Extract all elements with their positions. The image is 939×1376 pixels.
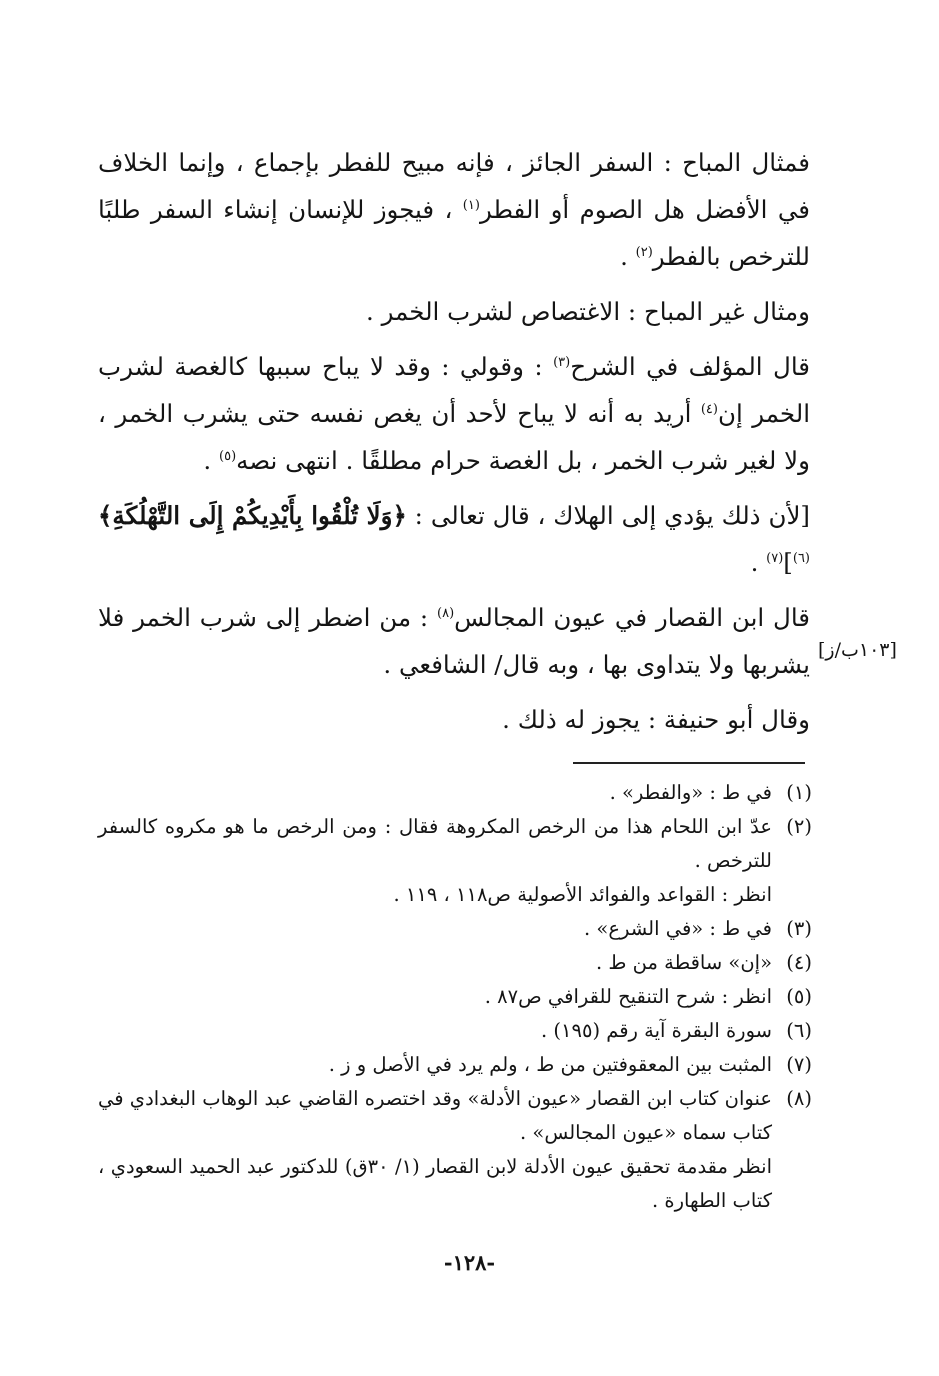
footnote-separator: [573, 762, 805, 764]
footnote-ref[interactable]: (٢): [635, 244, 653, 260]
paragraph-text: : من اضطر إلى شرب الخمر فلا يشربها ولا يتداوى بها ، وبه قال/ الشافعي .: [98, 603, 810, 679]
footnote-ref[interactable]: (٨): [437, 605, 455, 621]
footnote-text: في ط : «في الشرع» .: [584, 917, 772, 940]
footnote-5: [98, 980, 812, 1014]
footnote-number: (٦): [786, 1019, 812, 1042]
footnote-ref[interactable]: (٣): [553, 354, 571, 370]
paragraph-text: .: [203, 446, 219, 475]
footnote-text: انظر : القواعد والفوائد الأصولية ص١١٨ ، ١١٩ .: [393, 883, 772, 906]
footnote-1: [98, 776, 812, 810]
main-text: [98, 139, 810, 751]
paragraph-3: [98, 343, 810, 484]
footnote-text: المثبت بين المعقوفتين من ط ، ولم يرد في الأصل و ز .: [328, 1053, 772, 1076]
footnote-number: (٧): [786, 1053, 812, 1076]
footnote-6: [98, 1014, 812, 1048]
paragraph-text: .: [620, 242, 636, 271]
footnote-text: عنوان كتاب ابن القصار «عيون الأدلة» وقد اختصره القاضي عبد الوهاب البغدادي في كتاب سماه «عيون المجالس» .: [98, 1087, 772, 1144]
footnote-8: [98, 1082, 812, 1218]
paragraph-text: ]: [783, 548, 793, 577]
footnote-ref[interactable]: (١): [462, 197, 480, 213]
paragraph-text: .: [750, 548, 767, 577]
footnote-number: (٤): [786, 951, 812, 974]
footnote-text: انظر مقدمة تحقيق عيون الأدلة لابن القصار (١/ ٣٠ق) للدكتور عبد الحميد السعودي ، كتاب الطهارة .: [98, 1155, 773, 1212]
manuscript-margin-ref: [١٠٣ب/ز]: [818, 639, 897, 661]
footnote-number: (٣): [786, 917, 812, 940]
footnote-2: [98, 810, 812, 912]
paragraph-text: قال ابن القصار في عيون المجالس: [454, 603, 811, 632]
paragraph-text: [لأن ذلك يؤدي إلى الهلاك ، قال تعالى :: [406, 501, 810, 530]
paragraph-2: [98, 288, 810, 335]
paragraph-6: [98, 696, 810, 743]
footnote-number: (٥): [786, 985, 812, 1008]
paragraph-text: قال المؤلف في الشرح: [570, 352, 810, 381]
paragraph-text: ، فيجوز للإنسان إنشاء السفر طلبًا للترخص بالفطر: [98, 195, 810, 271]
paragraph-text: ومثال غير المباح : الاغتصاص لشرب الخمر .: [366, 297, 810, 326]
paragraph-5: [98, 594, 810, 688]
footnote-number: (٨): [786, 1087, 812, 1110]
footnote-4: [98, 946, 812, 980]
page-number: -١٢٨-: [443, 1250, 496, 1275]
paragraph-text: فمثال المباح : السفر الجائز ، فإنه مبيح للفطر بإجماع ، وإنما الخلاف في الأفضل هل الصوم أو الفطر: [98, 148, 810, 224]
footnote-text: انظر : شرح التنقيح للقرافي ص٨٧ .: [484, 985, 772, 1008]
footnotes: [98, 776, 812, 1218]
footnote-text: في ط : «والفطر» .: [609, 781, 772, 804]
footnote-ref[interactable]: (٤): [700, 401, 718, 417]
paragraph-4: [98, 492, 810, 586]
paragraph-text: وقال أبو حنيفة : يجوز له ذلك .: [502, 705, 810, 734]
quran-verse: ﴿وَلَا تُلْقُوا بِأَيْدِيكُمْ إِلَى التَّهْلُكَةِ﴾: [98, 501, 407, 530]
footnote-3: [98, 912, 812, 946]
footnote-text: عدّ ابن اللحام هذا من الرخص المكروهة فقال : ومن الرخص ما هو مكروه كالسفر للترخص .: [98, 815, 772, 872]
footnote-text: سورة البقرة آية رقم (١٩٥) .: [541, 1019, 772, 1042]
footnote-ref[interactable]: (٧): [766, 550, 784, 566]
footnote-number: (٢): [786, 815, 812, 838]
footnote-text: «إن» ساقطة من ط .: [596, 951, 772, 974]
footnote-7: [98, 1048, 812, 1082]
footnote-ref[interactable]: (٥): [219, 448, 237, 464]
footnote-ref[interactable]: (٦): [792, 550, 810, 566]
paragraph-text: أريد به أنه لا يباح لأحد أن يغص نفسه حتى يشرب الخمر ، ولا لغير شرب الخمر ، بل الغصة حرام مطلقًا . انتهى نصه: [98, 399, 810, 475]
footnote-number: (١): [786, 781, 812, 804]
paragraph-text: : وقولي : وقد لا يباح سببها كالغصة لشرب الخمر إن: [98, 352, 810, 428]
paragraph-1: [98, 139, 810, 280]
